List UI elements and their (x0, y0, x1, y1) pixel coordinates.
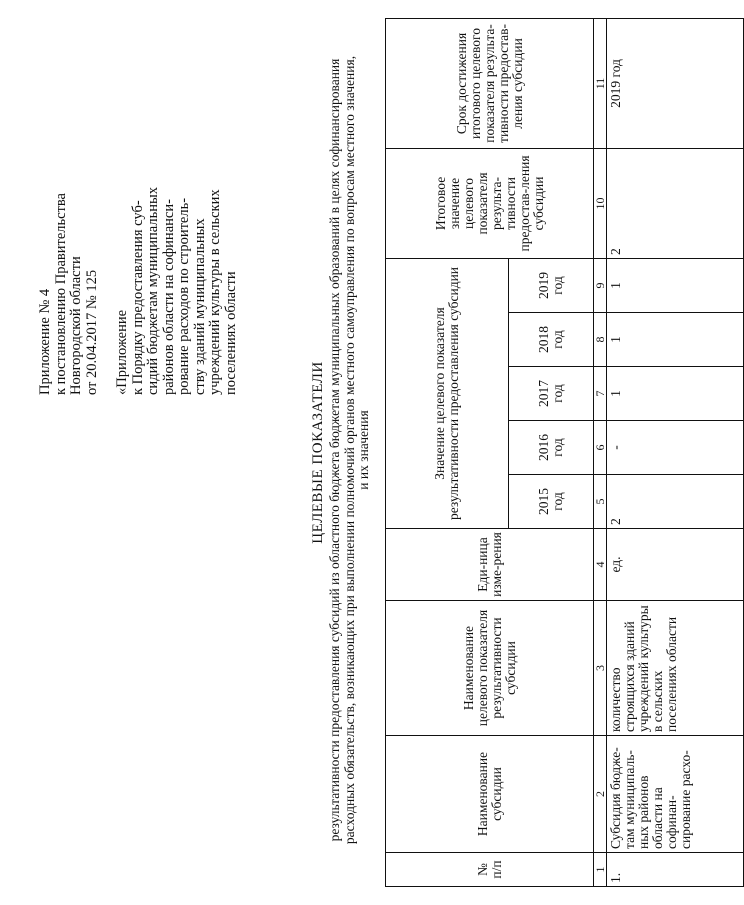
document-subtitle: результативности предоставления субсидий из областного бюджета бюджетам муниципальных образований в целях софинансирования расходных обязательств, возникающих при выполнении полномочий органов местного самоуправления по вопросам местного значения, и их значения (327, 55, 371, 845)
appendix-header (38, 15, 239, 395)
column-number: 11 (594, 18, 607, 148)
column-number: 10 (594, 148, 607, 258)
cell-indicator-name: количество строящихся зданий учреждений культуры в сельских поселениях области (607, 601, 744, 736)
header-total: Итоговое значение целевого показателя результа-тивности предостав-ления субсидии (386, 148, 594, 258)
cell-unit: ед. (607, 529, 744, 601)
column-number: 9 (594, 258, 607, 312)
quote-line: учреждений культуры в сельских (207, 189, 223, 395)
appendix-line: Новгородской области (68, 256, 84, 395)
column-number: 2 (594, 736, 607, 853)
cell-2018: 1 (607, 313, 744, 367)
appendix-line: к постановлению Правительства (52, 193, 69, 395)
quote-line: рование расходов по строитель- (176, 197, 192, 395)
spacer (100, 15, 115, 395)
header-deadline: Срок достижения итогового целевого показателя результа-тивности предостав-ления субсидии (386, 18, 594, 148)
column-number-row (594, 18, 607, 886)
header-year: 2015 год (509, 475, 594, 529)
column-number: 1 (594, 853, 607, 887)
header-unit: Еди-ница изме-рения (386, 529, 594, 601)
header-value-group: Значение целевого показателя результативности предоставления субсидии (386, 258, 509, 528)
header-indicator-name: Наименование целевого показателя результативности субсидии (386, 601, 594, 736)
table-header-row (386, 18, 509, 886)
quote-title: «Приложение (114, 309, 130, 395)
column-number: 7 (594, 367, 607, 421)
cell-num: 1. (607, 853, 744, 887)
quote-line: к Порядку предоставления суб- (129, 200, 146, 395)
cell-2016: - (607, 421, 744, 475)
column-number: 8 (594, 313, 607, 367)
document-title: ЦЕЛЕВЫЕ ПОКАЗАТЕЛИ (310, 361, 326, 544)
cell-total: 2 (607, 148, 744, 258)
header-year: 2017 год (509, 367, 594, 421)
column-number: 5 (594, 475, 607, 529)
cell-subsidy-name: Субсидия бюдже-там муниципаль-ных районов области на софинан-сирование расхо- (607, 736, 744, 853)
column-number: 6 (594, 421, 607, 475)
column-number: 4 (594, 529, 607, 601)
appendix-line: от 20.04.2017 № 125 (83, 269, 100, 395)
header-num: № п/п (386, 853, 594, 887)
appendix-title: Приложение № 4 (37, 288, 53, 395)
header-subsidy-name: Наименование субсидии (386, 736, 594, 853)
table-row (607, 18, 744, 886)
header-year: 2019 год (509, 258, 594, 312)
indicators-table (385, 18, 744, 887)
column-number: 3 (594, 601, 607, 736)
quote-line: ству зданий муниципальных (191, 218, 208, 395)
cell-2017: 1 (607, 367, 744, 421)
cell-2015: 2 (607, 475, 744, 529)
header-year: 2018 год (509, 313, 594, 367)
quote-line: районов области на софинанси- (160, 199, 177, 395)
quote-line: сидий бюджетам муниципальных (145, 187, 161, 395)
cell-2019: 1 (607, 258, 744, 312)
header-year: 2016 год (509, 421, 594, 475)
quote-line: поселениях области (222, 271, 239, 395)
cell-deadline: 2019 год (607, 18, 744, 148)
